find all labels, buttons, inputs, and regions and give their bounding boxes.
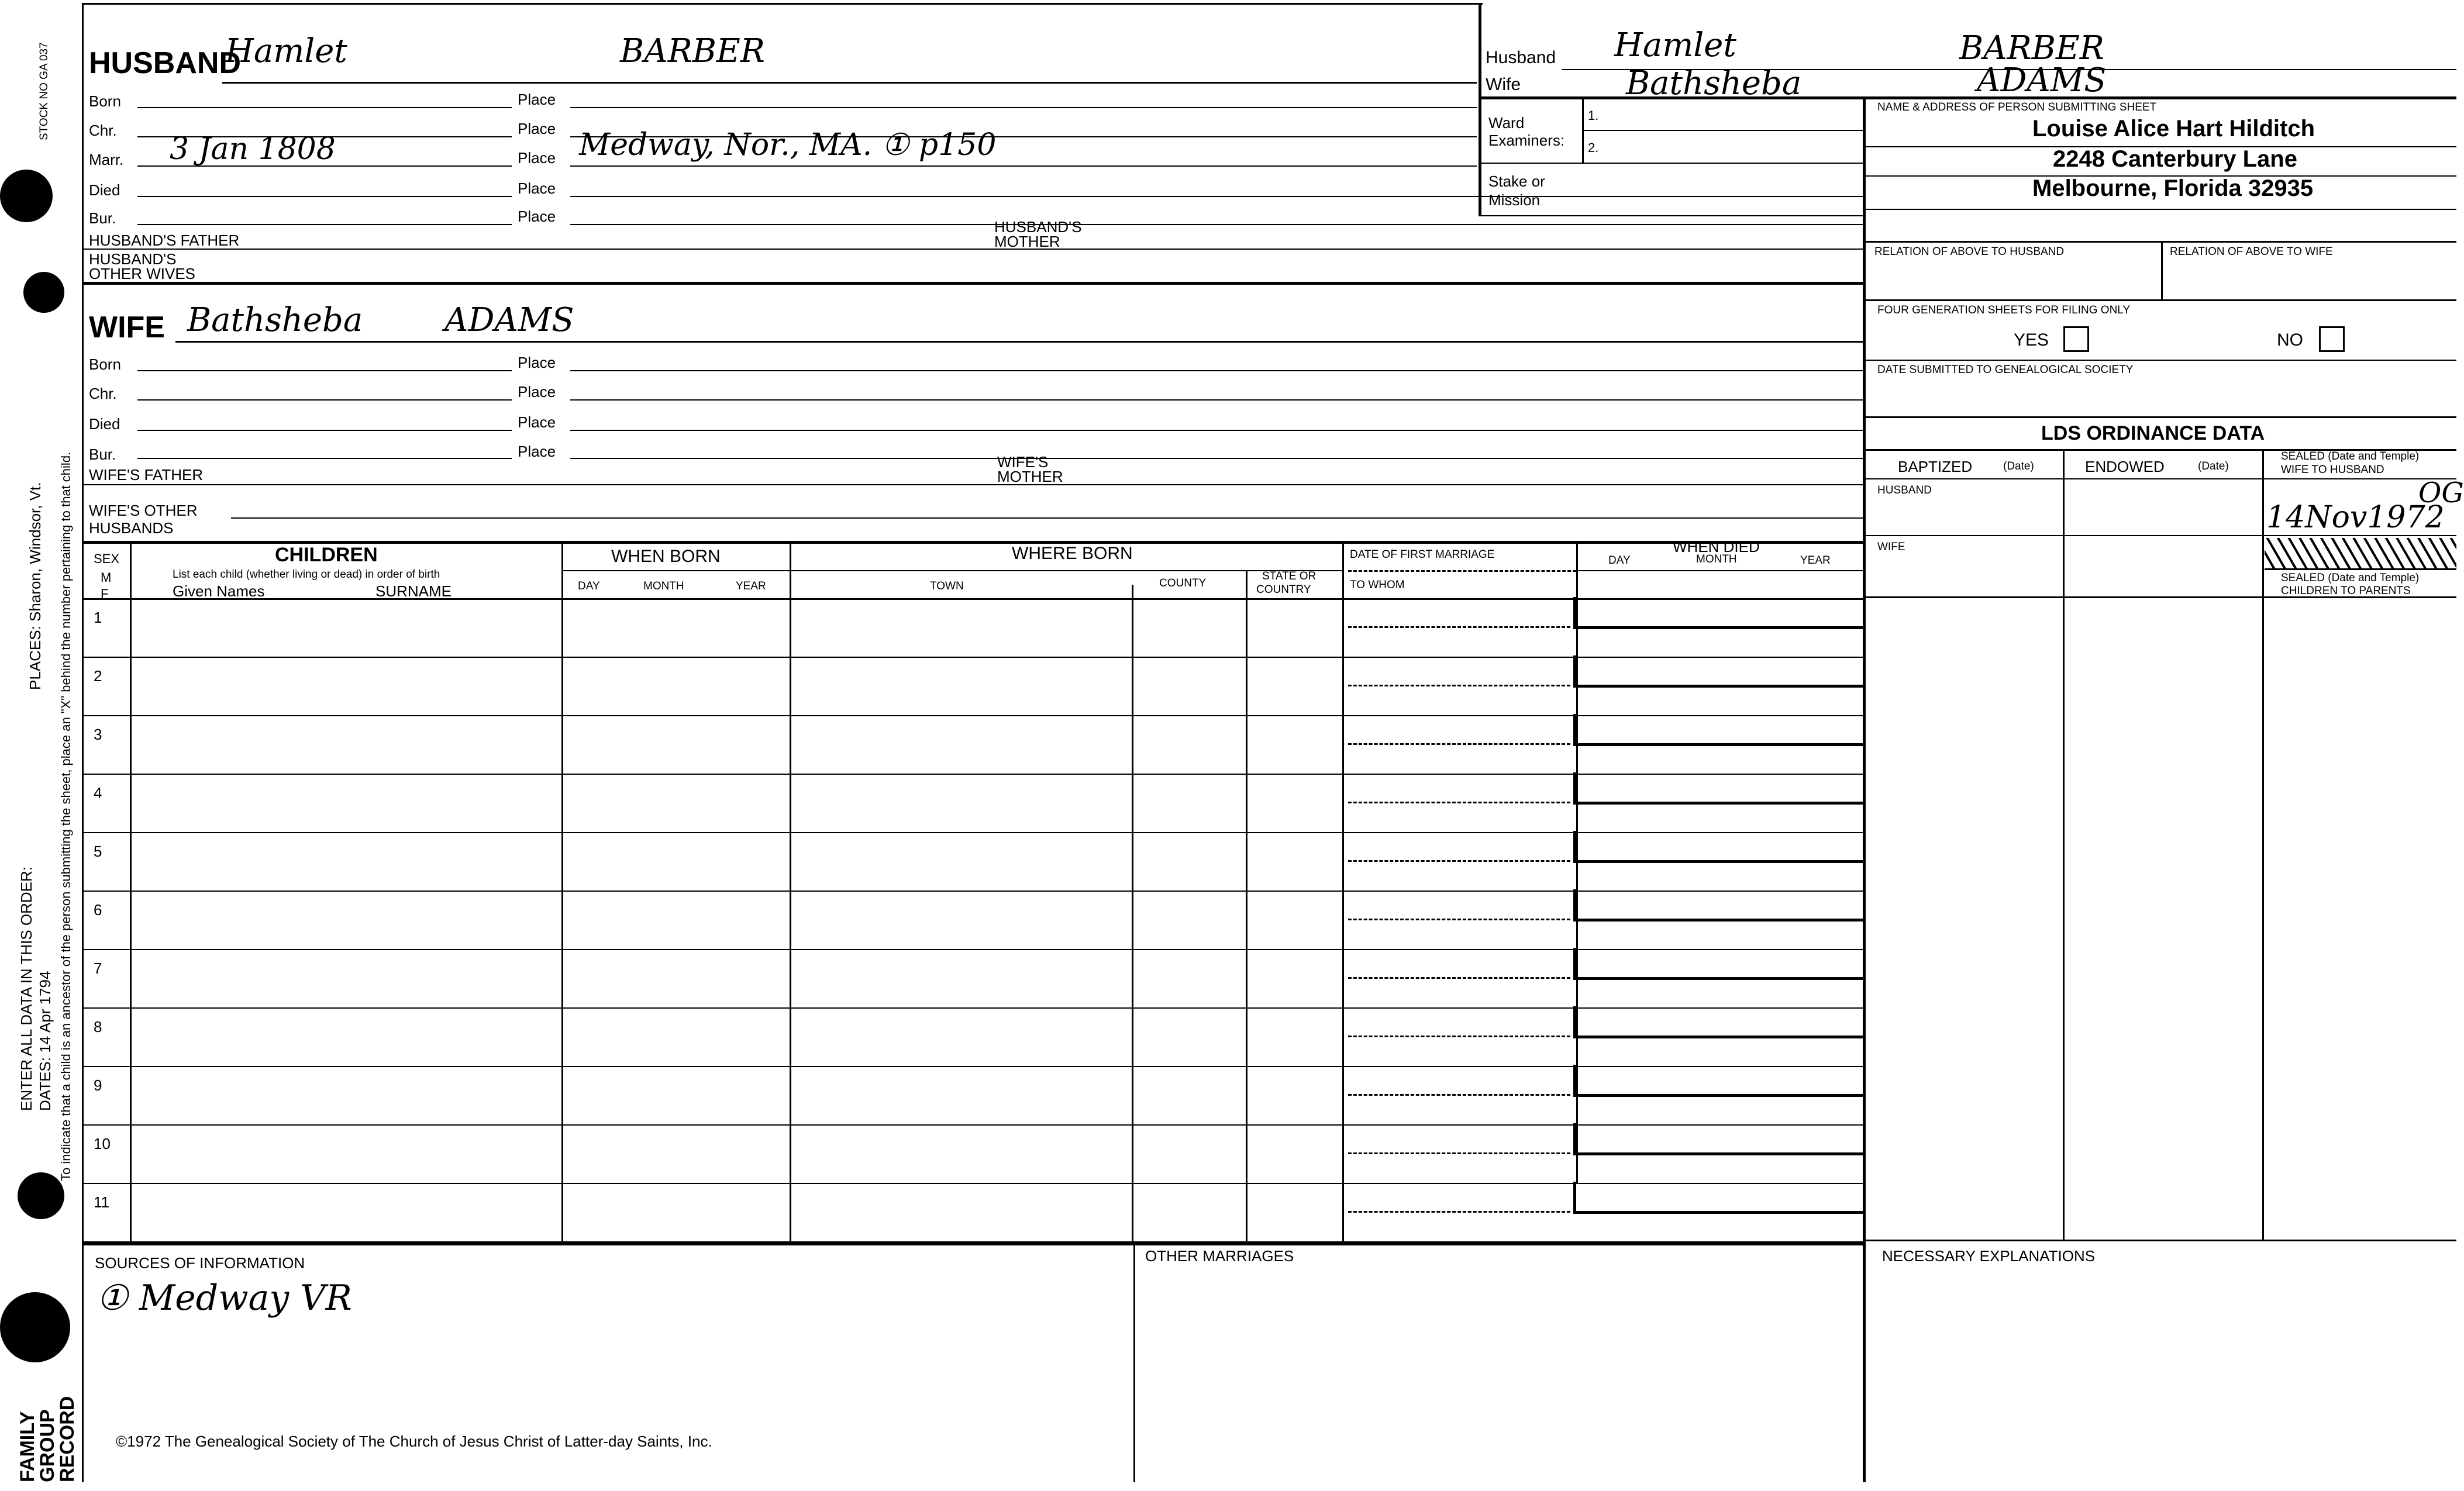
child-row-number: 9 [94, 1076, 102, 1094]
child-died-line [1573, 919, 1863, 921]
husband-chr-place-line [570, 136, 1477, 137]
wife-given-name: Bathsheba [187, 301, 363, 339]
four-gen-end [1863, 360, 2456, 361]
year-label: YEAR [736, 580, 766, 592]
child-row-line [82, 1183, 1863, 1184]
husband-marr-place-label: Place [518, 149, 556, 167]
title-record: RECORD [56, 1396, 78, 1482]
submitter-label: NAME & ADDRESS OF PERSON SUBMITTING SHEET [1877, 101, 2157, 113]
child-died-line [1573, 1211, 1863, 1214]
enter-order-instruction: ENTER ALL DATA IN THIS ORDER: [18, 866, 35, 1111]
to-whom-label: TO WHOM [1350, 579, 1405, 591]
child-row-number: 5 [94, 843, 102, 860]
when-died-line [1576, 570, 1863, 571]
other-marriages-label: OTHER MARRIAGES [1145, 1247, 1294, 1265]
wife-chr-place-label: Place [518, 383, 556, 401]
wife-other-husbands-2: HUSBANDS [89, 519, 174, 537]
wife-born-date-line [137, 370, 512, 371]
sealed-wife-label-1: SEALED (Date and Temple) [2281, 450, 2420, 463]
husband-marr-place-line [570, 165, 1477, 167]
right-husband-label: Husband [1486, 48, 1556, 67]
husband-mother-label-2: MOTHER [994, 233, 1060, 250]
frame-left [82, 3, 84, 1482]
examiner-2: 2. [1588, 140, 1599, 155]
wife-bur-date-line [137, 458, 512, 459]
husband-given-name: Hamlet [225, 32, 347, 70]
when-born-col-divider [790, 541, 791, 1242]
county-col-divider [1246, 570, 1247, 1242]
died-month-label: MONTH [1696, 553, 1737, 565]
no-checkbox[interactable] [2319, 326, 2345, 352]
children-header-line [82, 598, 1863, 600]
child-row-number: 7 [94, 960, 102, 977]
lds-ordinance-title: LDS ORDINANCE DATA [2041, 422, 2265, 444]
examiner-1: 1. [1588, 108, 1599, 123]
submitter-street: 2248 Canterbury Lane [2053, 146, 2297, 172]
husband-died-place-line [570, 196, 1863, 197]
child-died-line [1573, 977, 1863, 980]
baptized-date-label: (Date) [2003, 460, 2034, 472]
submitter-box-end [1863, 241, 2456, 243]
child-marriage-dash [1348, 743, 1570, 745]
bottom-divider [1133, 1242, 1135, 1482]
month-label: MONTH [643, 580, 684, 592]
wife-bur-place-label: Place [518, 443, 556, 460]
wife-chr-date-line [137, 399, 512, 401]
child-row-number: 4 [94, 784, 102, 802]
sex-col-divider [130, 541, 132, 1242]
punch-hole-3 [18, 1172, 64, 1219]
child-died-bracket [1573, 831, 1576, 861]
state-label-2: COUNTRY [1256, 584, 1311, 596]
child-died-bracket [1573, 655, 1576, 686]
husband-bur-date-line [137, 224, 512, 225]
child-row-number: 3 [94, 726, 102, 743]
first-marriage-label: DATE OF FIRST MARRIAGE [1350, 548, 1495, 561]
wife-born-place-line [570, 370, 1863, 371]
lds-husband-line [1863, 535, 2456, 536]
right-husband-surname: BARBER [1959, 29, 2104, 67]
lds-col-divider-2 [2262, 449, 2264, 1240]
husband-marr-date-line [137, 165, 512, 167]
child-row-number: 1 [94, 609, 102, 626]
stake-label-2: Mission [1488, 191, 1541, 209]
child-marriage-dash [1348, 685, 1570, 686]
relation-husband-label: RELATION OF ABOVE TO HUSBAND [1874, 246, 2065, 258]
husband-chr-place-label: Place [518, 120, 556, 137]
wife-died-place-line [570, 430, 1863, 431]
sealed-value-2: 14Nov1972 [2266, 500, 2445, 535]
frame-top [82, 3, 1483, 5]
child-marriage-dash [1348, 977, 1570, 979]
relation-divider [2161, 241, 2163, 299]
husband-born-label: Born [89, 92, 121, 110]
punch-hole-4 [0, 1292, 70, 1362]
child-died-line [1573, 685, 1863, 688]
child-row-line [82, 891, 1863, 892]
husband-other-wives-1: HUSBAND'S [89, 250, 177, 268]
child-row-line [82, 1007, 1863, 1009]
examiners-label: Examiners: [1488, 132, 1565, 149]
child-marriage-dash [1348, 1094, 1570, 1096]
child-marriage-dash [1348, 1152, 1570, 1154]
husband-name-line [222, 82, 1477, 84]
child-row-number: 8 [94, 1018, 102, 1036]
child-row-line [82, 774, 1863, 775]
endowed-date-label: (Date) [2198, 460, 2229, 472]
wife-bur-place-line [570, 458, 1863, 459]
lds-end-line [1863, 1240, 2456, 1241]
stock-number: STOCK NO GA 037 [38, 42, 50, 140]
child-died-line [1573, 1094, 1863, 1097]
sealed-value-1: OG [2418, 477, 2464, 509]
county-label: COUNTY [1159, 577, 1207, 589]
husband-marr-label: Marr. [89, 151, 124, 168]
submitter-city: Melbourne, Florida 32935 [2032, 175, 2314, 201]
wife-born-label: Born [89, 356, 121, 373]
endowed-label: ENDOWED [2085, 458, 2165, 475]
wife-parents-line [82, 484, 1863, 485]
child-row-line [82, 1124, 1863, 1126]
punch-hole-1 [0, 170, 53, 222]
right-wife-given: Bathsheba [1626, 64, 1802, 102]
lds-wife-line [1863, 596, 2456, 598]
lds-wife-label: WIFE [1877, 541, 1905, 553]
baptized-label: BAPTIZED [1898, 458, 1973, 475]
examiner-line-1 [1582, 130, 1863, 131]
wife-surname: ADAMS [444, 301, 574, 339]
where-born-col-divider [1342, 541, 1344, 1242]
husband-other-wives-2: OTHER WIVES [89, 265, 196, 282]
wife-heading: WIFE [89, 310, 165, 344]
child-died-line [1573, 860, 1863, 863]
examiner-line-2 [1479, 163, 1863, 164]
title-group: GROUP [36, 1409, 58, 1482]
child-died-line [1573, 1152, 1863, 1155]
divider-right-column [1863, 96, 1866, 1482]
died-year-label: YEAR [1800, 554, 1831, 567]
child-row-line [82, 1066, 1863, 1067]
child-marriage-dash [1348, 1211, 1570, 1213]
wife-other-husbands-1: WIFE'S OTHER [89, 502, 198, 519]
husband-father-label: HUSBAND'S FATHER [89, 232, 240, 249]
child-died-bracket [1573, 714, 1576, 744]
family-group-record-title [18, 1396, 77, 1482]
wife-father-label: WIFE'S FATHER [89, 466, 204, 484]
child-died-bracket [1573, 772, 1576, 803]
child-marriage-dash [1348, 802, 1570, 803]
husband-died-place-label: Place [518, 180, 556, 197]
wife-died-place-label: Place [518, 413, 556, 431]
husband-died-date-line [137, 196, 512, 197]
day-label: DAY [578, 580, 600, 592]
wife-mother-label-2: MOTHER [997, 468, 1063, 485]
places-instruction: PLACES: Sharon, Windsor, Vt. [26, 482, 44, 690]
child-row-number: 2 [94, 667, 102, 685]
town-label: TOWN [930, 580, 964, 592]
child-died-bracket [1573, 889, 1576, 920]
child-row-number: 6 [94, 901, 102, 919]
right-wife-label: Wife [1486, 75, 1521, 94]
wife-chr-place-line [570, 399, 1863, 401]
husband-marriage-place: Medway, Nor., MA. ① p150 [579, 127, 997, 163]
husband-born-place-line [570, 107, 1477, 108]
punch-hole-2 [23, 272, 64, 313]
sex-label: SEX [94, 551, 120, 566]
husband-chr-date-line [137, 136, 512, 137]
husband-bur-place-line [570, 224, 1863, 225]
when-died-heading: WHEN DIED [1673, 538, 1760, 555]
wife-chr-label: Chr. [89, 385, 117, 402]
children-col-divider [561, 541, 563, 1242]
submitter-line-1 [1863, 146, 2456, 147]
dates-instruction: DATES: 14 Apr 1794 [36, 971, 54, 1111]
sealed-children-label-1: SEALED (Date and Temple) [2281, 572, 2420, 584]
child-died-bracket [1573, 948, 1576, 978]
child-marriage-dash [1348, 626, 1570, 628]
husband-surname: BARBER [620, 32, 765, 70]
child-died-bracket [1573, 597, 1576, 627]
relation-box-end [1863, 299, 2456, 301]
husband-born-place-label: Place [518, 91, 556, 108]
yes-checkbox[interactable] [2063, 326, 2089, 352]
lds-col-divider-1 [2063, 449, 2065, 1240]
title-family: FAMILY [16, 1411, 39, 1482]
wife-born-place-label: Place [518, 354, 556, 371]
lds-header-line [1863, 478, 2456, 479]
when-born-line [561, 570, 790, 571]
husband-heading: HUSBAND [89, 46, 241, 80]
sources-label: SOURCES OF INFORMATION [95, 1254, 305, 1272]
ward-label: Ward [1488, 114, 1525, 132]
wife-bur-label: Bur. [89, 446, 116, 463]
sealed-children-label-2: CHILDREN TO PARENTS [2281, 585, 2411, 597]
relation-wife-label: RELATION OF ABOVE TO WIFE [2170, 246, 2333, 258]
right-husband-given: Hamlet [1614, 26, 1736, 64]
submitter-line-3 [1863, 209, 2456, 210]
wife-other-husbands-line [231, 517, 1863, 519]
where-born-heading: WHERE BORN [1012, 544, 1133, 563]
town-col-divider [1132, 585, 1133, 1242]
child-row-line [82, 832, 1863, 833]
husband-mother-label-1: HUSBAND'S [994, 218, 1082, 236]
submitter-name: Louise Alice Hart Hilditch [2032, 116, 2315, 141]
husband-bur-place-label: Place [518, 208, 556, 225]
right-wife-surname: ADAMS [1977, 61, 2107, 99]
yes-label: YES [2014, 330, 2049, 350]
four-generation-label: FOUR GENERATION SHEETS FOR FILING ONLY [1877, 304, 2131, 316]
wife-name-line [175, 341, 1863, 343]
sealed-hatch [2265, 538, 2456, 570]
child-died-line [1573, 802, 1863, 805]
stake-line [1479, 215, 1863, 216]
child-surname-label: SURNAME [375, 582, 452, 600]
wife-mother-label-1: WIFE'S [997, 453, 1049, 471]
child-died-line [1573, 626, 1863, 629]
child-marriage-dash [1348, 919, 1570, 920]
where-born-line [790, 570, 1342, 571]
given-names-label: Given Names [173, 582, 265, 600]
sealed-wife-label-2: WIFE TO HUSBAND [2281, 464, 2384, 476]
child-row-number: 11 [94, 1193, 109, 1211]
stake-label-1: Stake or [1488, 172, 1545, 190]
date-submitted-label: DATE SUBMITTED TO GENEALOGICAL SOCIETY [1877, 364, 2134, 376]
child-marriage-dash [1348, 860, 1570, 862]
child-died-bracket [1573, 1006, 1576, 1037]
child-died-line [1573, 743, 1863, 746]
ancestor-instruction: To indicate that a child is an ancestor of the person submitting the sheet, place an "X" behind the number pertaining to that child. [58, 451, 73, 1181]
children-instruction: List each child (whether living or dead) in order of birth [173, 568, 440, 581]
sex-m-label: M [101, 570, 112, 585]
divider-main-right [1479, 3, 1481, 216]
wife-died-label: Died [89, 415, 120, 433]
child-died-line [1573, 1036, 1863, 1038]
child-row-line [82, 715, 1863, 716]
child-died-bracket [1573, 1123, 1576, 1154]
when-born-heading: WHEN BORN [611, 547, 721, 566]
husband-parents-line [82, 248, 1863, 250]
first-marriage-dash [1348, 570, 1576, 572]
necessary-explanations-label: NECESSARY EXPLANATIONS [1882, 1247, 2096, 1265]
child-died-bracket [1573, 1065, 1576, 1095]
husband-born-date-line [137, 107, 512, 108]
died-day-label: DAY [1608, 554, 1631, 567]
no-label: NO [2277, 330, 2303, 350]
date-submitted-end [1863, 416, 2456, 418]
husband-bur-label: Bur. [89, 209, 116, 227]
submitter-line-2 [1863, 175, 2456, 177]
husband-chr-label: Chr. [89, 122, 117, 139]
husband-died-label: Died [89, 181, 120, 199]
sex-f-label: F [101, 586, 109, 601]
state-label-1: STATE OR [1262, 570, 1317, 582]
child-row-line [82, 949, 1863, 950]
wife-died-date-line [137, 430, 512, 431]
bottom-section-line [82, 1242, 1863, 1245]
child-row-number: 10 [94, 1135, 111, 1152]
child-row-line [82, 657, 1863, 658]
copyright-notice: ©1972 The Genealogical Society of The Church of Jesus Christ of Latter-day Saints, Inc. [116, 1433, 712, 1450]
husband-marriage-date: 3 Jan 1808 [170, 132, 336, 167]
lds-husband-label: HUSBAND [1877, 484, 1932, 496]
husband-block-end [82, 282, 1863, 285]
child-marriage-dash [1348, 1036, 1570, 1037]
right-wife-line [1479, 96, 2456, 99]
examiners-divider [1582, 99, 1584, 164]
sources-value: ① Medway VR [97, 1278, 352, 1319]
child-died-bracket [1573, 1182, 1576, 1212]
children-heading: CHILDREN [275, 544, 378, 566]
